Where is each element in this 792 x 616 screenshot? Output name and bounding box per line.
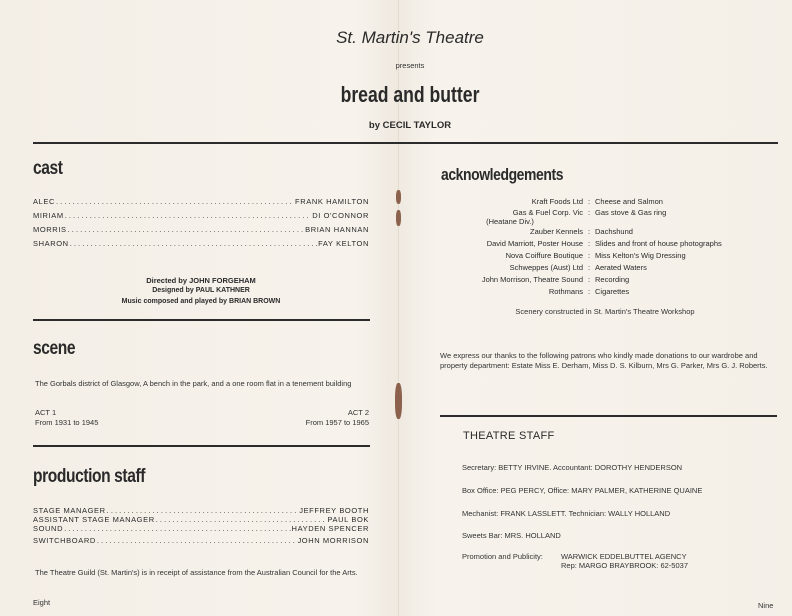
role: ASSISTANT STAGE MANAGER — [33, 515, 155, 524]
cast-divider — [33, 319, 370, 321]
scenery-note: Scenery constructed in St. Martin's Theatre Workshop — [515, 307, 695, 316]
page-number-left: Eight — [33, 598, 51, 607]
item: Recording — [595, 275, 630, 284]
cast-heading: cast — [33, 158, 63, 179]
production-staff-heading: production staff — [33, 466, 146, 487]
role: MIRIAM — [33, 211, 64, 220]
staple-mark — [396, 210, 401, 226]
act-2-label: ACT 2 — [347, 408, 369, 417]
item: Gas stove & Gas ring — [595, 208, 667, 217]
cast-row — [33, 197, 369, 211]
ack-row: Gas & Fuel Corp. Vic : Gas stove & Gas ring — [440, 208, 770, 217]
staff-row — [33, 515, 369, 524]
cast-row — [33, 239, 369, 253]
actor: FRANK HAMILTON — [295, 197, 369, 206]
promotion-rep: Rep: MARGO BRAYBROOK: 62-5037 — [561, 561, 688, 570]
header-divider — [33, 142, 778, 144]
staple-mark — [396, 190, 401, 204]
actor: BRIAN HANNAN — [305, 225, 369, 234]
scene-divider — [33, 445, 370, 447]
ack-row: Schweppes (Aust) Ltd : Aerated Waters — [440, 262, 770, 274]
ack-row: Rothmans : Cigarettes — [440, 286, 770, 298]
director-credit: Directed by JOHN FORGEHAM — [146, 276, 256, 285]
secretary-line: Secretary: BETTY IRVINE. Accountant: DOROTHY HENDERSON — [462, 463, 683, 472]
role: SOUND — [33, 524, 64, 533]
staff-name: JOHN MORRISON — [297, 536, 369, 545]
role: SWITCHBOARD — [33, 536, 96, 545]
designer-credit: Designed by PAUL KATHNER — [152, 287, 250, 294]
sponsor: John Morrison, Theatre Sound — [481, 275, 583, 284]
ack-row: Zauber Kennels : Dachshund — [440, 226, 770, 238]
act-1-label: ACT 1 — [35, 408, 57, 417]
ack-row: Nova Coiffure Boutique : Miss Kelton's Wig Dressing — [440, 250, 770, 262]
scene-description: The Gorbals district of Glasgow, A bench in the park, and a one room flat in a tenement building — [35, 379, 352, 388]
sponsor: Gas & Fuel Corp. Vic — [512, 208, 583, 217]
item: Aerated Waters — [595, 263, 647, 272]
cast-row — [33, 211, 369, 225]
staff-name: HAYDEN SPENCER — [291, 524, 369, 533]
sponsor: (Heatane Div.) — [486, 217, 534, 226]
acknowledgements-list — [440, 196, 770, 298]
role: MORRIS — [33, 225, 67, 234]
role: STAGE MANAGER — [33, 506, 106, 515]
item: Slides and front of house photographs — [595, 239, 722, 248]
arts-council-note: The Theatre Guild (St. Martin's) is in receipt of assistance from the Australian Council for the Arts. — [35, 568, 358, 577]
patrons-note: We express our thanks to the following patrons who kindly made donations to our wardrobe and property department: Estate Miss E. Derham, Miss D. S. Kilburn, Mrs G. Parker, Mrs G. J. Roberts. — [440, 351, 768, 370]
actor: DI O'CONNOR — [312, 211, 369, 220]
role: ALEC — [33, 197, 55, 206]
promotion-agency: WARWICK EDDELBUTTEL AGENCY — [561, 552, 687, 561]
act-2-dates: From 1957 to 1965 — [305, 418, 369, 427]
sponsor: Nova Coiffure Boutique — [505, 251, 583, 260]
sponsor: Schweppes (Aust) Ltd — [509, 263, 583, 272]
staff-row — [33, 536, 369, 546]
scene-heading: scene — [33, 338, 76, 359]
cast-list — [33, 197, 369, 253]
item: Cheese and Salmon — [595, 197, 663, 206]
item: Dachshund — [595, 227, 633, 236]
production-staff-list — [33, 506, 369, 546]
promotion-details — [561, 552, 688, 570]
staff-row — [33, 506, 369, 515]
play-author: by CECIL TAYLOR — [368, 120, 452, 131]
staff-row — [33, 524, 369, 536]
sponsor: Rothmans — [548, 287, 583, 296]
page-number-right: Nine — [758, 601, 774, 610]
box-office-line: Box Office: PEG PERCY, Office: MARY PALMER, KATHERINE QUAINE — [462, 486, 703, 495]
act-1-dates: From 1931 to 1945 — [35, 418, 99, 427]
presents-label: presents — [395, 61, 425, 70]
acknowledgements-divider — [440, 415, 777, 417]
cast-row — [33, 225, 369, 239]
ack-row: David Marriott, Poster House : Slides and front of house photographs — [440, 238, 770, 250]
sponsor: Kraft Foods Ltd — [531, 197, 583, 206]
play-title: bread and butter — [340, 82, 480, 107]
sponsor: David Marriott, Poster House — [486, 239, 583, 248]
ack-row: Kraft Foods Ltd : Cheese and Salmon — [440, 196, 770, 208]
theatre-staff-heading: THEATRE STAFF — [463, 430, 555, 442]
staple-mark — [395, 383, 402, 419]
music-credit: Music composed and played by BRIAN BROWN — [121, 298, 281, 305]
item: Miss Kelton's Wig Dressing — [595, 251, 686, 260]
sponsor: Zauber Kennels — [530, 227, 583, 236]
act-1 — [35, 408, 98, 428]
actor: FAY KELTON — [318, 239, 369, 248]
acknowledgements-heading: acknowledgements — [441, 165, 564, 184]
promotion-label: Promotion and Publicity: — [462, 552, 543, 561]
ack-row: John Morrison, Theatre Sound : Recording — [440, 274, 770, 286]
staff-name: PAUL BOK — [327, 515, 369, 524]
act-2 — [250, 408, 369, 428]
mechanist-line: Mechanist: FRANK LASSLETT. Technician: WALLY HOLLAND — [462, 509, 671, 518]
role: SHARON — [33, 239, 69, 248]
sweets-bar-line: Sweets Bar: MRS. HOLLAND — [462, 531, 561, 540]
ack-row — [440, 217, 770, 226]
item: Cigarettes — [595, 287, 630, 296]
staff-name: JEFFREY BOOTH — [299, 506, 369, 515]
theatre-name: St. Martin's Theatre — [336, 28, 484, 47]
